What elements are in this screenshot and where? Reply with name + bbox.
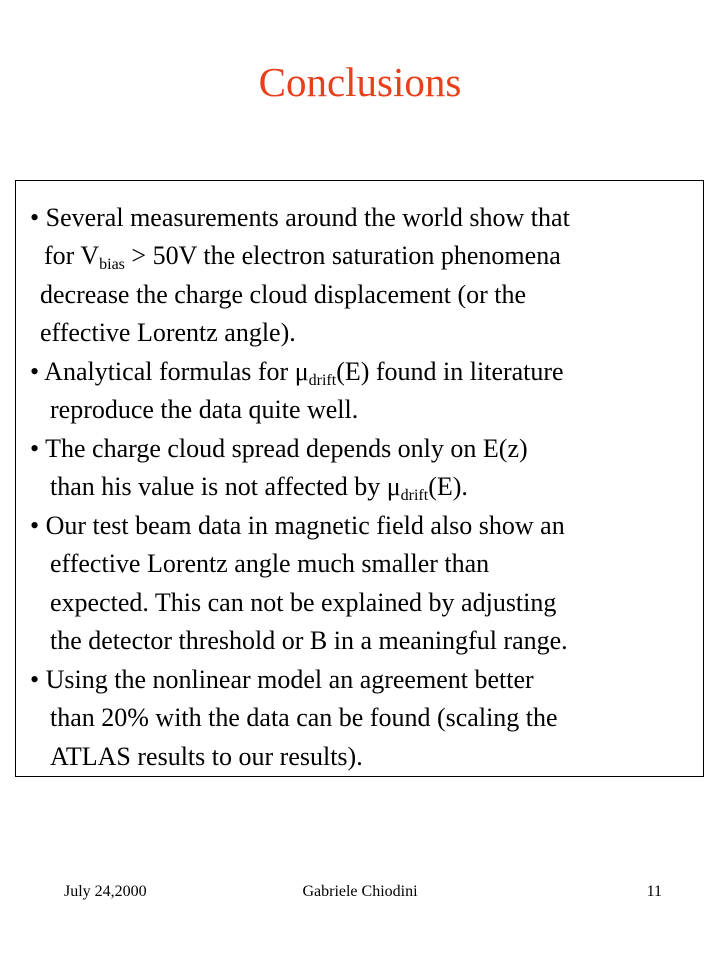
bullet-2-line-1: • Analytical formulas for $\mu_{drift}(E)$ found in literature	[30, 357, 564, 389]
bullet-1-line-2: for $V_{bias} > 50V$ the electron saturation phenomena	[44, 241, 561, 273]
bullet-1-line-4: effective Lorentz angle).	[40, 318, 296, 347]
bullet-4-line-1: • Our test beam data in magnetic field also show an	[30, 511, 565, 540]
footer-author: Gabriele Chiodini	[302, 883, 418, 900]
bullet-1-line-3: decrease the charge cloud displacement (or the	[40, 280, 527, 309]
bullet-5-line-2: than 20% with the data can be found (scaling the	[50, 703, 558, 732]
footer-date: July 24,2000	[64, 883, 147, 900]
bullet-1-line-1: • Several measurements around the world show that	[30, 203, 570, 232]
bullet-3-line-2: than his value is not affected by $\mu_{drift}(E)$.	[50, 472, 468, 504]
bullet-4-line-3: expected. This can not be explained by adjusting	[50, 588, 557, 617]
bullet-4-line-2: effective Lorentz angle much smaller than	[50, 549, 490, 578]
bullet-5-line-3: ATLAS results to our results).	[50, 742, 363, 771]
conclusions-box	[15, 180, 704, 777]
bullet-4-line-4: the detector threshold or B in a meaningful range.	[50, 626, 568, 655]
slide-title: Conclusions	[258, 59, 462, 105]
footer-page-number: 11	[646, 883, 662, 900]
bullet-2-line-2: reproduce the data quite well.	[50, 395, 359, 424]
bullet-3-line-1: • The charge cloud spread depends only on E(z)	[30, 434, 528, 463]
bullet-5-line-1: • Using the nonlinear model an agreement better	[30, 665, 534, 694]
